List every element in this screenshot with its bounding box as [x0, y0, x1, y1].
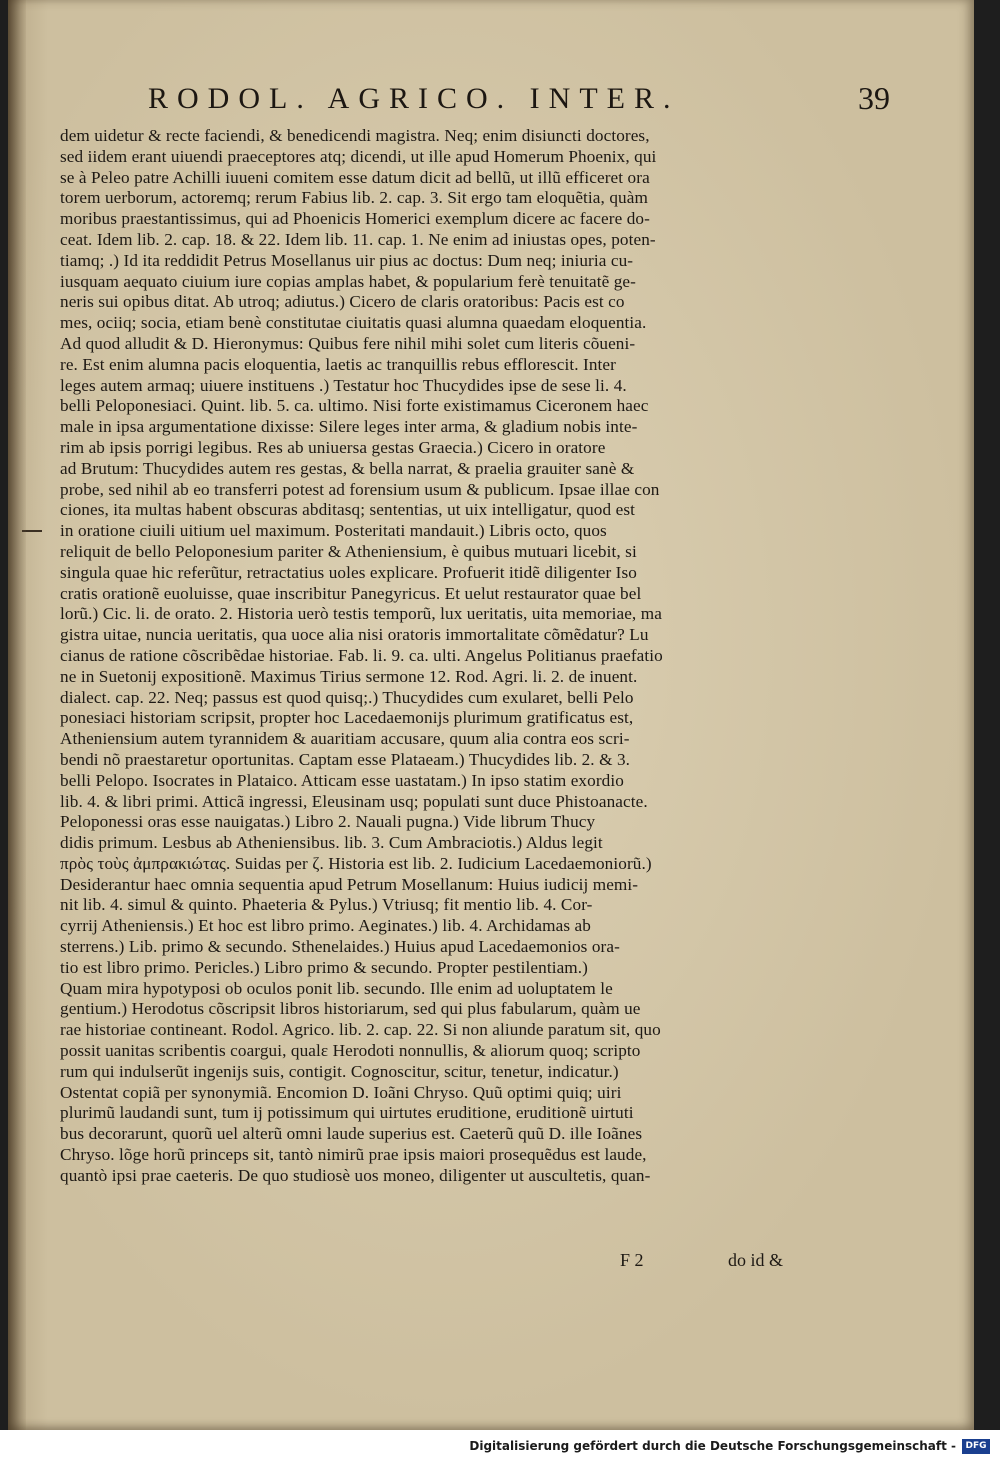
- catchword: do id &: [728, 1250, 784, 1270]
- text-line: singula quae hic referũtur, retractatius uoles explicare. Profuerit itidẽ diligenter Iso: [60, 562, 637, 582]
- text-line: tiamq; .) Id ita reddidit Petrus Mosellanus uir pius ac doctus: Dum neq; iniuria cu-: [60, 250, 634, 270]
- text-line: torem uerborum, actoremq; rerum Fabius lib. 2. cap. 3. Sit ergo tam eloquẽtia, quàm: [60, 188, 648, 208]
- text-line: Atheniensium autem tyrannidem & auaritiam accusare, quum alia contra eos scri-: [60, 729, 630, 749]
- body-text: [60, 126, 812, 1187]
- text-line: ponesiaci historiam scripsit, propter hoc Lacedaemonijs plurimum gratificatus est,: [60, 708, 634, 728]
- text-line: iusquam aequato ciuium iure copias amplas habet, & popularium ferè tenuitatẽ ge-: [60, 271, 636, 291]
- text-line: se à Peleo patre Achilli iuueni comitem esse datum dicit ad bellũ, ut illũ efficeret ora: [60, 167, 650, 187]
- text-line: Desiderantur haec omnia sequentia apud Petrum Mosellanum: Huius iudicij memi-: [60, 874, 639, 894]
- text-line: rum qui indulserũt ingenijs suis, contigit. Cognoscitur, scitur, tenetur, indicatur.): [60, 1061, 619, 1081]
- text-line: bus decorarunt, quorũ uel alterũ omni laude superius est. Caeterũ quũ D. ille Ioãnes: [60, 1124, 643, 1144]
- signature-mark: F 2: [620, 1250, 644, 1270]
- text-line: Quam mira hypotyposi ob oculos ponit lib. secundo. Ille enim ad uoluptatem le: [60, 978, 613, 998]
- text-line: dialect. cap. 22. Neq; passus est quod quisq;.) Thucydides cum exularet, belli Pelo: [60, 687, 634, 707]
- text-line: belli Pelopo. Isocrates in Plataico. Atticam esse uastatam.) In ipso statim exordio: [60, 770, 624, 790]
- text-line: lorũ.) Cic. li. de orato. 2. Historia uerò testis temporũ, lux ueritatis, uita memoriae, ma: [60, 604, 662, 624]
- text-line: quantò ipsi prae caeteris. De quo studiosè uos moneo, diligenter ut auscultetis, quan-: [60, 1165, 651, 1185]
- text-line: didis primum. Lesbus ab Atheniensibus. lib. 3. Cum Ambraciotis.) Aldus legit: [60, 833, 603, 853]
- text-line: male in ipsa argumentatione dixisse: Silere leges inter arma, & gladium nobis inte-: [60, 417, 638, 437]
- text-line: in oratione ciuili uitium uel maximum. Posteritati mandauit.) Libris octo, quos: [60, 521, 607, 541]
- dfg-logo-icon: DFG: [962, 1439, 990, 1454]
- text-line: belli Peloponesiaci. Quint. lib. 5. ca. ultimo. Nisi forte existimamus Ciceronem haec: [60, 396, 649, 416]
- text-line: ne in Suetonij expositionẽ. Maximus Tirius sermone 12. Rod. Agri. li. 2. de inuent.: [60, 666, 638, 686]
- text-line: moribus praestantissimus, qui ad Phoenicis Homerici exemplum dicere ac facere do-: [60, 209, 650, 229]
- text-line: mes, ociiq; socia, etiam benè constitutae ciuitatis quasi alumna quaedam eloquentia.: [60, 313, 647, 333]
- text-line: dem uidetur & recte faciendi, & benedicendi magistra. Neq; enim disiuncti doctores,: [60, 126, 650, 145]
- page-number: 39: [858, 80, 890, 116]
- running-head: RODOL. AGRICO. INTER.: [148, 82, 680, 115]
- text-line: sterrens.) Lib. primo & secundo. Sthenelaides.) Huius apud Lacedaemonios ora-: [60, 937, 620, 957]
- text-line: possit uanitas scribentis coargui, qualε Herodoti nonnullis, & aliorum quoq; scripto: [60, 1041, 641, 1061]
- text-line: neris sui opibus ditat. Ab utroq; adiutus.) Cicero de claris oratoribus: Pacis est co: [60, 292, 625, 312]
- footer-bar: [0, 1430, 1000, 1464]
- signature-line: [60, 1250, 812, 1274]
- funding-notice: Digitalisierung gefördert durch die Deutsche Forschungsgemeinschaft -: [469, 1439, 956, 1453]
- text-line: plurimũ laudandi sunt, tum ij potissimum qui uirtutes eruditione, eruditionẽ uirtuti: [60, 1103, 634, 1123]
- text-line: ad Brutum: Thucydides autem res gestas, & bella narrat, & praelia grauiter sanè &: [60, 458, 635, 478]
- text-line: sed iidem erant uiuendi praeceptores atq; dicendi, ut ille apud Homerum Phoenix, qui: [60, 146, 657, 166]
- text-line: ciones, ita multas habent obscuras abditasq; sententias, ut uix intelligatur, quod est: [60, 500, 635, 520]
- text-line: cratis orationẽ euoluisse, quae inscribitur Panegyricus. Et uelut restaurator quae bel: [60, 583, 642, 603]
- text-line: leges autem armaq; uiuere instituens .) Testatur hoc Thucydides ipse de sese li. 4.: [60, 375, 627, 395]
- text-line: tio est libro primo. Pericles.) Libro primo & secundo. Propter pestilentiam.): [60, 957, 588, 977]
- text-line: gentium.) Herodotus cõscripsit libros historiarum, sed qui plus fabularum, quàm ue: [60, 999, 641, 1019]
- text-line: cianus de ratione cõscribẽdae historiae. Fab. li. 9. ca. ulti. Angelus Politianus praefatio: [60, 645, 663, 665]
- text-line: ceat. Idem lib. 2. cap. 18. & 22. Idem lib. 11. cap. 1. Ne enim ad iniustas opes, poten-: [60, 229, 656, 249]
- text-line: rim ab ipsis porrigi legibus. Res ab uniuersa gestas Graecia.) Cicero in oratore: [60, 437, 606, 457]
- text-line: Ad quod alludit & D. Hieronymus: Quibus fere nihil mihi solet cum literis cõueni-: [60, 333, 636, 353]
- text-line: re. Est enim alumna pacis eloquentia, laetis ac tranquillis rebus efflorescit. Inter: [60, 354, 616, 374]
- text-line: probe, sed nihil ab eo transferri potest ad forensium usum & publicum. Ipsae illae con: [60, 479, 660, 499]
- text-line: gistra uitae, nuncia ueritatis, qua uoce alia nisi oratoris immortalitate cõmẽdatur? Lu: [60, 625, 649, 645]
- text-line: nit lib. 4. simul & quinto. Phaeteria & Pylus.) Vtriusq; fit mentio lib. 4. Cor-: [60, 895, 593, 915]
- text-line: Chryso. lõge horũ princeps sit, tantò nimirũ prae ipsis maiori prosequẽdus est laude,: [60, 1145, 647, 1165]
- text-line: cyrrij Atheniensis.) Et hoc est libro primo. Aeginates.) lib. 4. Archidamas ab: [60, 916, 591, 936]
- text-line: Peloponessi oras esse nauigatas.) Libro 2. Nauali pugna.) Vide librum Thucy: [60, 812, 596, 832]
- text-line: lib. 4. & libri primi. Atticã ingressi, Eleusinam usq; populati sunt duce Phistoanacte.: [60, 791, 648, 811]
- book-gutter: [8, 0, 26, 1430]
- text-line: rae historiae contineant. Rodol. Agrico. lib. 2. cap. 22. Si non aliunde paratum sit, quo: [60, 1020, 661, 1040]
- text-line: πρὸς τοὺς ἀμπρακιώτας. Suidas per ζ. Historia est lib. 2. Iudicium Lacedaemoniorũ.): [60, 853, 652, 873]
- text-line: bendi nõ praestaretur oportunitas. Captam esse Plataeam.) Thucydides lib. 2. & 3.: [60, 749, 631, 769]
- text-line: reliquit de bello Peloponesium pariter & Atheniensium, è quibus mutuari licebit, si: [60, 541, 637, 561]
- book-page: [8, 0, 974, 1430]
- text-line: Ostentat copiã per synonymiã. Encomion D. Ioãni Chryso. Quũ optimi quiq; uiri: [60, 1082, 622, 1102]
